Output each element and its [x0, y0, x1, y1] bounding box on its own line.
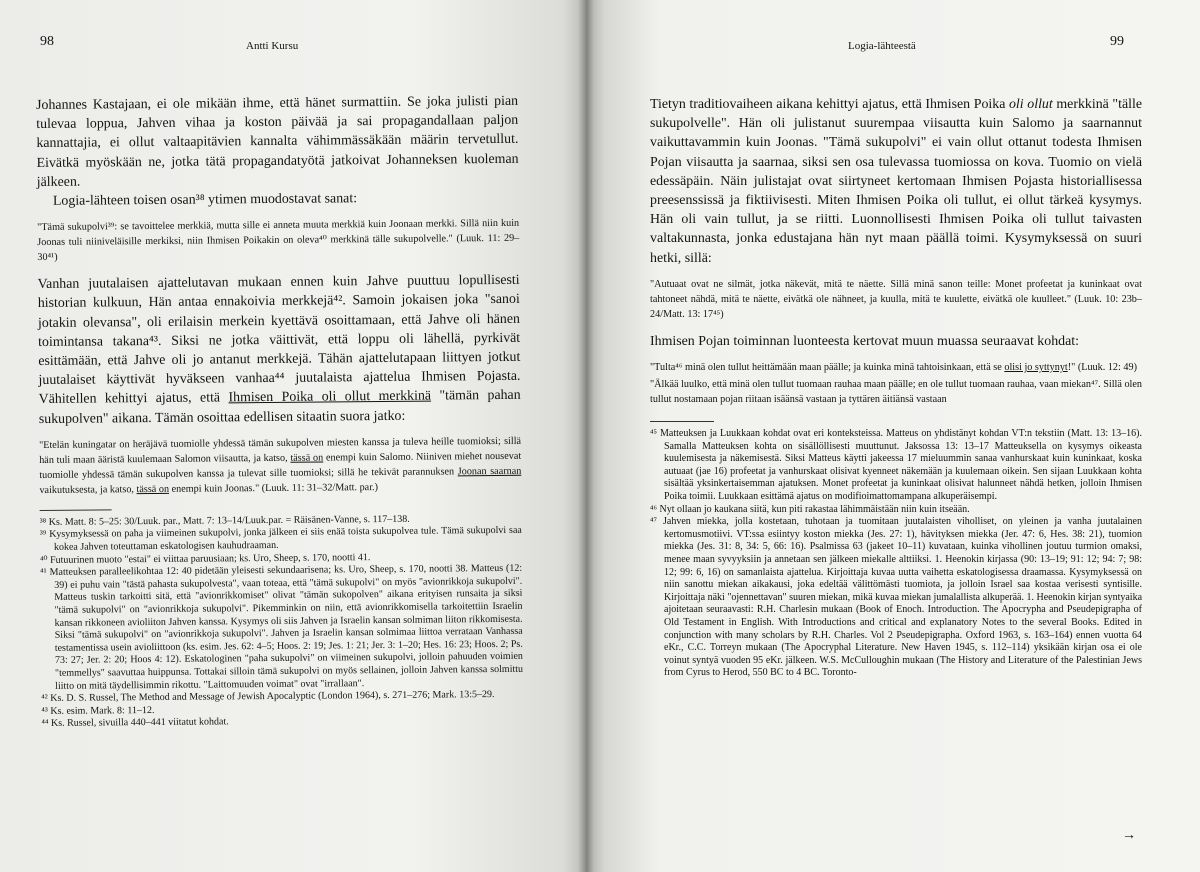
text-run: !" (Luuk. 12: 49): [1067, 362, 1137, 374]
right-text-column: [650, 95, 1142, 680]
text-run: "tämän pahan sukupolven" aikana. Tämän osoittaa edellisen sitaatin suora jatko:: [38, 388, 521, 427]
left-quote-1: "Tämä sukupolvi³⁹: se tavoittelee merkkiä, mutta sille ei anneta muuta merkkiä kuin Joonaan merkki. Sillä niin kuin Joonas tuli niiniveläisille merkiksi, niin Ihmisen Poikakin on oleva⁴⁰ merkkinä tälle sukupolvelle." (Luuk. 11: 29–30⁴¹): [37, 218, 520, 264]
text-run: Vanhan juutalaisen ajattelutavan mukaan ennen kuin Jahve puuttuu lopullisesti historian kulkuun, Hän antaa ennakoivia merkkejä⁴². Samoin jokaisen joka "sanoi jotakin olevansa", oli erilaisin merkein kyettävä osoittamaan, että Jahve oli hänen toimintansa takana⁴³. Siksi ne jotka väittivät, että loppu oli lähellä, pyrkivät esittämään, että Jahve oli jo antanut merkkejä. Tähän ajattelutapaan liittyen jotkut juutalaiset käyttivät hyväkseen vanhaa⁴⁴ juutalaista ajattelua Ihmisen Pojasta. Vähitellen kehittyi ajatus, että: [37, 273, 521, 408]
right-quote-3: "Älkää luulko, että minä olen tullut tuomaan rauhaa maan päälle; en ole tullut tuomaan rauhaa, vaan miekan⁴⁷. Sillä olen tullut nostamaan pojan riitaan isäänsä vastaan ja tyttären äitiänsä vastaan: [650, 379, 1142, 406]
left-footnotes: [40, 513, 524, 731]
text-run: "Tulta⁴⁶ minä olen tullut heittämään maan päälle; ja kuinka minä tahtoisinkaan, että se: [650, 362, 1005, 374]
italic-phrase: oli ollut: [1008, 97, 1053, 112]
footnote-separator: [40, 509, 112, 511]
footnote-39: ³⁹ Kysymyksessä on paha ja viimeinen sukupolvi, jonka jälkeen ei siis enää toista sukupolvea tule. Tämä sukupolvi saa kokea Jahven toteuttaman eskatologisen kauhudraaman.: [39, 525, 522, 553]
text-run: Tietyn traditiovaiheen aikana kehittyi ajatus, että Ihmisen Poika: [650, 97, 1009, 112]
left-paragraph-1: Johannes Kastajaan, ei ole mikään ihme, että hänet surmattiin. Se joka julisti pian tulevaa loppua, Jahven vihaa ja koston päivää ja sai propagandallaan paljon kannattajia, ei ollut valtaapitävien kannalta vähimmässäkään määrin tervetullut. Eivätkä myöskään ne, jotka tätä propagandatyötä jatkoivat Johanneksen kuoleman jälkeen.: [36, 93, 519, 190]
footnote-46: ⁴⁶ Nyt ollaan jo kaukana siitä, kun piti rakastaa lähimmäistään niin kuin itseään.: [650, 503, 970, 515]
left-quote-2: [39, 434, 522, 498]
footnote-41: ⁴¹ Matteuksen paralleelikohtaa 12: 40 pidetään yleisesti sekundaarisena; ks. Uro, Sheep, s. 170, nootti 38. Matteus (12: 39) ei puhu vain "tästä pahasta sukupolvesta", vaan toteaa, että "tämä sukupolvi" on myös "avionrikkoja sukupolvi". Matteus tuskin tarkoitti sitä, että "avionrikkomiset" olivat "tämän sukopolven" aikana erityisen runsaita ja siksi "tämä sukupolvi" on "avionrikkoja sukupolvi". Pikemminkin on niin, että avionrikkomisella tarkoitettiin Israelin kansan rikkoneen avioliiton Jahven kanssa. Kysymys oli siis Jahven ja Israelin kansan solmiman liiton rikkomisesta. Siksi "tämä sukupolvi" on "avionrikkoja sukupolvi". Jahven ja Israelin kansan solmimaa liittoa verrataan Vanhassa testamentissa usein avioliittoon (ks. esim. Jes. 62: 4–5; Hoos. 2: 19; Jes. 1: 21; Jer. 3: 1–20; Hes. 16: 23; Hoos. 2; Ps. 73: 27; Jer. 2: 20; Hoos 4: 12). Eskatologinen "paha sukupolvi" on viimeinen sukupolvi, jolloin pahuuden voimien "temmellys" saavuttaa huippunsa. Tottakai silloin tämä sukupolvi on myös sellainen, jolloin Jahven kanssa solmittu liitto on mitä täydellisimmin rikottu. "Laittomuuden voimat" ovat "irrallaan".: [40, 562, 524, 692]
underlined-phrase: olisi jo syttynyt: [1004, 362, 1068, 374]
text-run: enempi kuin Joonas." (Luuk. 11: 31–32/Matt. par.): [168, 481, 378, 495]
book-gutter: [578, 0, 594, 872]
footnote-47: ⁴⁷ Jahven miekka, jolla kostetaan, tuhotaan ja tuomitaan juutalaisten viholliset, on yleinen ja vanha juutalainen kertomusmotiivi. VT:ssa esiintyy koston miekka (Jes. 27: 1), hävityksen miekka (Jer. 47: 6, Hes. 38: 21), tuomion miekka (Jes. 31: 8, 34: 5, 66: 16). Psalmissa 63 (jakeet 10–11) kuvataan, kuinka vihollinen joutuu turmion omaksi, menee maan syvyyksiin ja annetaan sen jälkeen miekalle alttiiksi. 1. Heenokin kirjassa (90: 13–19; 91: 12; 94: 7; 98: 12; 99: 6, 16) on samanlaista ajattelua. Kirjoittaja kuvaa uutta vaihetta eskatologisessa draamassa. Kysymyksessä on niin sanottu miekan aikakausi, joka edeltää välittömästi tuomiota, ja jolloin Israel saa kostaa verisesti syntisille. Kirjoittaja näki "ojennettavan" suuren miekan, mikä kuvaa miekan jumalallista alkuperää. 1. Heenokin kirjan syntyaika ajoitetaan seuraavasti: R.H. Charlesin mukaan (Book of Enoch. Introduction. The Apocrypha and Pseudepigrapha of Old Testament in English. With Introductions and critical and explanatory Notes to the several Books. Edited in conjunction with many scholars by R.H. Charles. Vol 2 Pseudepigrapha. Oxford 1963, s. 163–164) ennen vuotta 64 eKr., C.C. Torreyn mukaan (The Apocryphal Literature. New Haven 1945, s. 112–114) yksikään kirjan osa ei ole voinut syntyä vuoden 95 eKr. jälkeen. W.S. McCulloughin mukaan (The History and Literature of the Palestinian Jews from Cyrus to Herod, 550 BC to 4 BC. Toronto-: [650, 516, 1143, 679]
right-quote-2: [650, 360, 1142, 375]
footnote-38: ³⁸ Ks. Matt. 8: 5–25: 30/Luuk. par., Matt. 7: 13–14/Luuk.par. = Räisänen-Vanne, s. 117–138.: [39, 513, 410, 528]
footnote-40: ⁴⁰ Futuurinen muoto "estai" ei viittaa paruusiaan; ks. Uro, Sheep, s. 170, nootti 41.: [40, 551, 371, 566]
text-run: vaikutuksesta, ja katso,: [39, 483, 137, 496]
left-text-column: [36, 92, 524, 731]
page-number-right: 99: [1110, 34, 1124, 49]
footnote-45: ⁴⁵ Matteuksen ja Luukkaan kohdat ovat eri konteksteissa. Matteus on yhdistänyt kohdan VT:n tekstiin (Matt. 13: 13–16). Samalla Matteuksen kohta on sisällöllisesti muuttunut. Jaksossa 13: 13–17 Matteuksella on kysymys oikeasta kuulemisesta ja näkemisestä. Siksi Matteus käytti jakeessa 17 mieluummin sanaa vanhurskaat kuin kuninkaat, koska autuaat (jae 16) profeetat ja vanhurskaat olisivat kyenneet näkemään ja kuulemaan oikein. Sen sijaan Luukkaan kohta sisältää yksinkertaisemman ajatuksen. Monet profeetat ja kuninkaat olisivat halunneet nähdä hetken, jolloin Ihmisen Poika toimii. Luukkaan esittämä ajatus on modifioimattomampana alkuperäisempi.: [650, 428, 1142, 502]
footnote-43: ⁴³ Ks. esim. Mark. 8: 11–12.: [41, 704, 155, 717]
running-head-left: Antti Kursu: [246, 40, 299, 52]
page-number-left: 98: [40, 34, 54, 49]
continue-arrow-icon: →: [1122, 828, 1136, 843]
footnote-separator: [650, 421, 714, 422]
underlined-phrase: tässä on: [136, 483, 170, 495]
right-footnotes: [650, 428, 1142, 680]
footnote-44: ⁴⁴ Ks. Russel, sivuilla 440–441 viitatut kohdat.: [41, 716, 229, 730]
right-page: [586, 0, 1200, 872]
text-run: "Etelän kuningatar on heräjävä tuomiolle yhdessä tämän sukupolven miesten kanssa ja tuleva heille tuomioksi; sillä hän tuli maan ääristä kuulemaan Salomon viisautta, ja katso,: [39, 435, 522, 466]
left-page: [0, 0, 586, 872]
text-run: merkkinä "tälle sukupolvelle". Hän oli julistanut suurempaa viisautta kuin Salomo ja saarnannut vaikuttavammin kuin Joonas. "Tämä sukupolvi" ei vain ollut ottanut todesta Ihmisen Pojan viisautta ja saarnaa, siksi sen osa tulevassa tuomiossa on kova. Tuomio on vielä edessäpäin. Näin julistajat ovat siirtyneet kertomaan Ihmisen Pojasta historiallisessa preesenssissä ja fiktiivisesti. Miten Ihmisen Poika oli tullut, ei ollut tärkeä kysymys. Hän oli vain tullut, ja se riitti. Luonnollisesti Ihmisen Poika oli tullut taivasten valtakunnasta, jonka edustajana hän nyt maan päällä toimi. Kysymyksessä on suuri hetki, sillä:: [650, 97, 1142, 266]
left-paragraph-2: Logia-lähteen toisen osan³⁸ ytimen muodostavat sanat:: [52, 191, 358, 209]
right-paragraph-1: [650, 95, 1142, 268]
underlined-phrase: Joonan saarnan: [457, 465, 522, 478]
right-paragraph-2: Ihmisen Pojan toiminnan luonteesta kertovat muun muassa seuraavat kohdat:: [650, 333, 1079, 349]
left-paragraph-3: [38, 271, 521, 429]
running-head-right: Logia-lähteestä: [848, 40, 916, 52]
footnote-42: ⁴² Ks. D. S. Russel, The Method and Message of Jewish Apocalyptic (London 1964), s. 271–276; Mark. 13:5–29.: [41, 689, 495, 705]
underlined-phrase: tässä on: [290, 452, 324, 464]
underlined-phrase: Ihmisen Poika oli ollut merkkinä: [228, 389, 432, 406]
text-run: enempi kuin Salomo. Niiniven miehet nousevat tuomiolle yhdessä tämän sukupolven kanssa ja tulevat sille tuomioksi; sillä he tekivät parannuksen: [39, 450, 522, 481]
right-quote-1: "Autuaat ovat ne silmät, jotka näkevät, mitä te näette. Sillä minä sanon teille: Monet profeetat ja kuninkaat ovat tahtoneet nähdä, mitä te näette, eivätkä ole nähneet, ja kuulla, mitä te kuulette, eivätkä ole kuulleet." (Luuk. 10: 23b–24/Matt. 13: 17⁴⁵): [650, 278, 1142, 320]
